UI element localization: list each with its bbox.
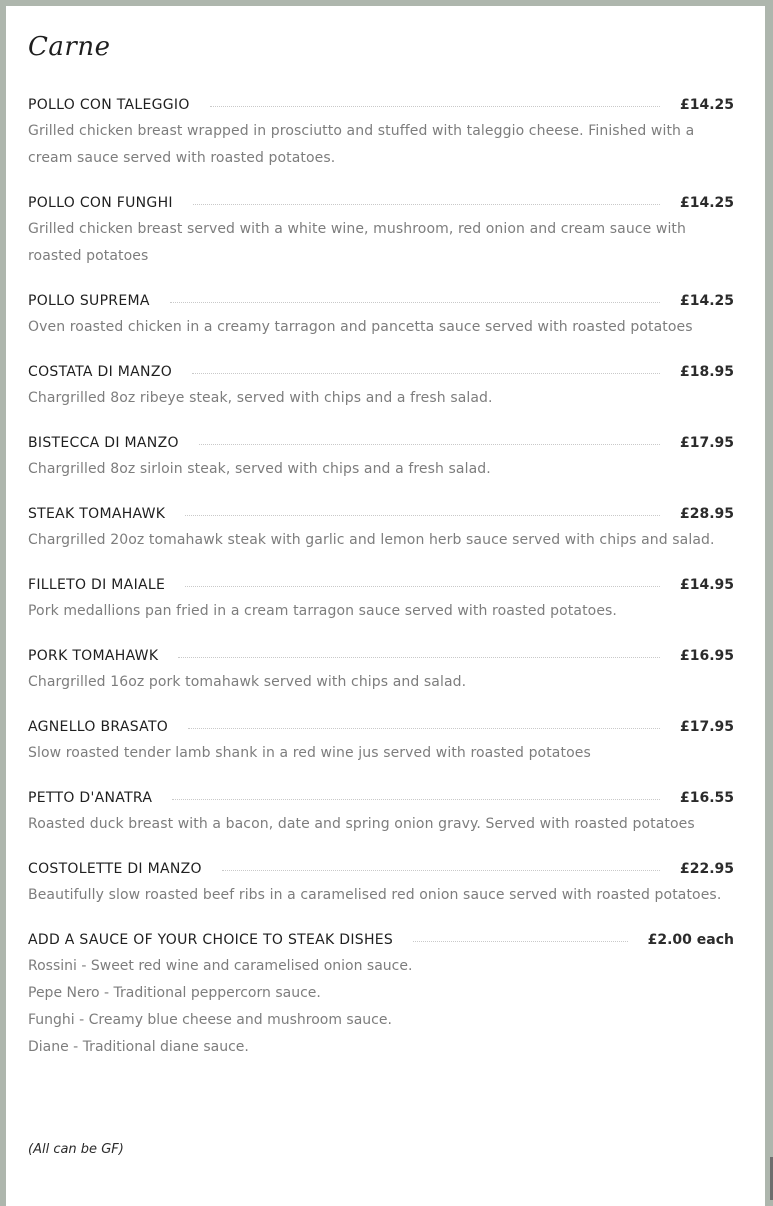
item-name: COSTOLETTE DI MANZO <box>28 861 202 877</box>
item-name: PETTO D'ANATRA <box>28 790 153 806</box>
dotted-leader <box>188 728 660 729</box>
dotted-leader <box>185 586 660 587</box>
menu-item <box>28 432 734 483</box>
dotted-leader <box>178 657 660 658</box>
item-description: Oven roasted chicken in a creamy tarragon and pancetta sauce served with roasted potatoes <box>28 319 693 335</box>
section-title: Carne <box>28 32 111 62</box>
item-price: £16.55 <box>679 790 734 806</box>
menu-item <box>28 645 734 696</box>
dotted-leader <box>185 515 660 516</box>
sauce-option: Diane - Traditional diane sauce. <box>28 1039 249 1055</box>
item-name: POLLO CON FUNGHI <box>28 195 173 211</box>
menu-card <box>6 6 765 1206</box>
item-price: £17.95 <box>679 435 734 451</box>
item-name: FILLETO DI MAIALE <box>28 577 166 593</box>
item-price: £14.25 <box>679 293 734 309</box>
item-name: STEAK TOMAHAWK <box>28 506 166 522</box>
sauce-option: Rossini - Sweet red wine and caramelised onion sauce. <box>28 958 413 974</box>
sauce-option: Funghi - Creamy blue cheese and mushroom sauce. <box>28 1012 392 1028</box>
item-description: Chargrilled 8oz ribeye steak, served with chips and a fresh salad. <box>28 390 493 406</box>
menu-item <box>28 716 734 767</box>
item-description: Chargrilled 20oz tomahawk steak with garlic and lemon herb sauce served with chips and salad. <box>28 532 715 548</box>
item-name: COSTATA DI MANZO <box>28 364 173 380</box>
menu-item <box>28 787 734 838</box>
sauce-heading: ADD A SAUCE OF YOUR CHOICE TO STEAK DISHES <box>28 932 394 948</box>
item-price: £14.25 <box>679 195 734 211</box>
dotted-leader <box>222 870 660 871</box>
item-name: BISTECCA DI MANZO <box>28 435 179 451</box>
item-description: Chargrilled 16oz pork tomahawk served with chips and salad. <box>28 674 467 690</box>
dotted-leader <box>172 799 660 800</box>
item-price: £16.95 <box>679 648 734 664</box>
menu-item <box>28 290 734 341</box>
dotted-leader <box>413 941 628 942</box>
item-name: AGNELLO BRASATO <box>28 719 169 735</box>
item-description: Chargrilled 8oz sirloin steak, served with chips and a fresh salad. <box>28 461 491 477</box>
item-price: £28.95 <box>679 506 734 522</box>
item-price: £17.95 <box>679 719 734 735</box>
menu-item <box>28 94 734 172</box>
menu-item <box>28 503 734 554</box>
item-description: Slow roasted tender lamb shank in a red wine jus served with roasted potatoes <box>28 745 591 761</box>
item-description: Beautifully slow roasted beef ribs in a caramelised red onion sauce served with roasted potatoes. <box>28 887 722 903</box>
sauce-options <box>28 929 734 1061</box>
item-description: Pork medallions pan fried in a cream tarragon sauce served with roasted potatoes. <box>28 603 617 619</box>
item-price: £18.95 <box>679 364 734 380</box>
sauce-list <box>28 953 734 1061</box>
dotted-leader <box>192 373 660 374</box>
item-description: Roasted duck breast with a bacon, date and spring onion gravy. Served with roasted potatoes <box>28 816 695 832</box>
item-name: POLLO SUPREMA <box>28 293 150 309</box>
dotted-leader <box>210 106 660 107</box>
dotted-leader <box>170 302 660 303</box>
item-price: £14.25 <box>679 97 734 113</box>
sauce-price: £2.00 each <box>647 932 734 948</box>
menu-item <box>28 361 734 412</box>
menu-item <box>28 574 734 625</box>
item-description: Grilled chicken breast served with a white wine, mushroom, red onion and cream sauce with roasted potatoes <box>28 221 686 264</box>
item-name: POLLO CON TALEGGIO <box>28 97 190 113</box>
menu-items-list <box>28 94 734 1081</box>
item-price: £22.95 <box>679 861 734 877</box>
item-description: Grilled chicken breast wrapped in prosciutto and stuffed with taleggio cheese. Finished with a cream sauce served with roasted potatoes. <box>28 123 695 166</box>
dotted-leader <box>193 204 660 205</box>
menu-item <box>28 858 734 909</box>
dotted-leader <box>199 444 660 445</box>
item-price: £14.95 <box>679 577 734 593</box>
menu-item <box>28 192 734 270</box>
gluten-free-note: (All can be GF) <box>28 1142 124 1157</box>
sauce-option: Pepe Nero - Traditional peppercorn sauce. <box>28 985 321 1001</box>
item-name: PORK TOMAHAWK <box>28 648 159 664</box>
